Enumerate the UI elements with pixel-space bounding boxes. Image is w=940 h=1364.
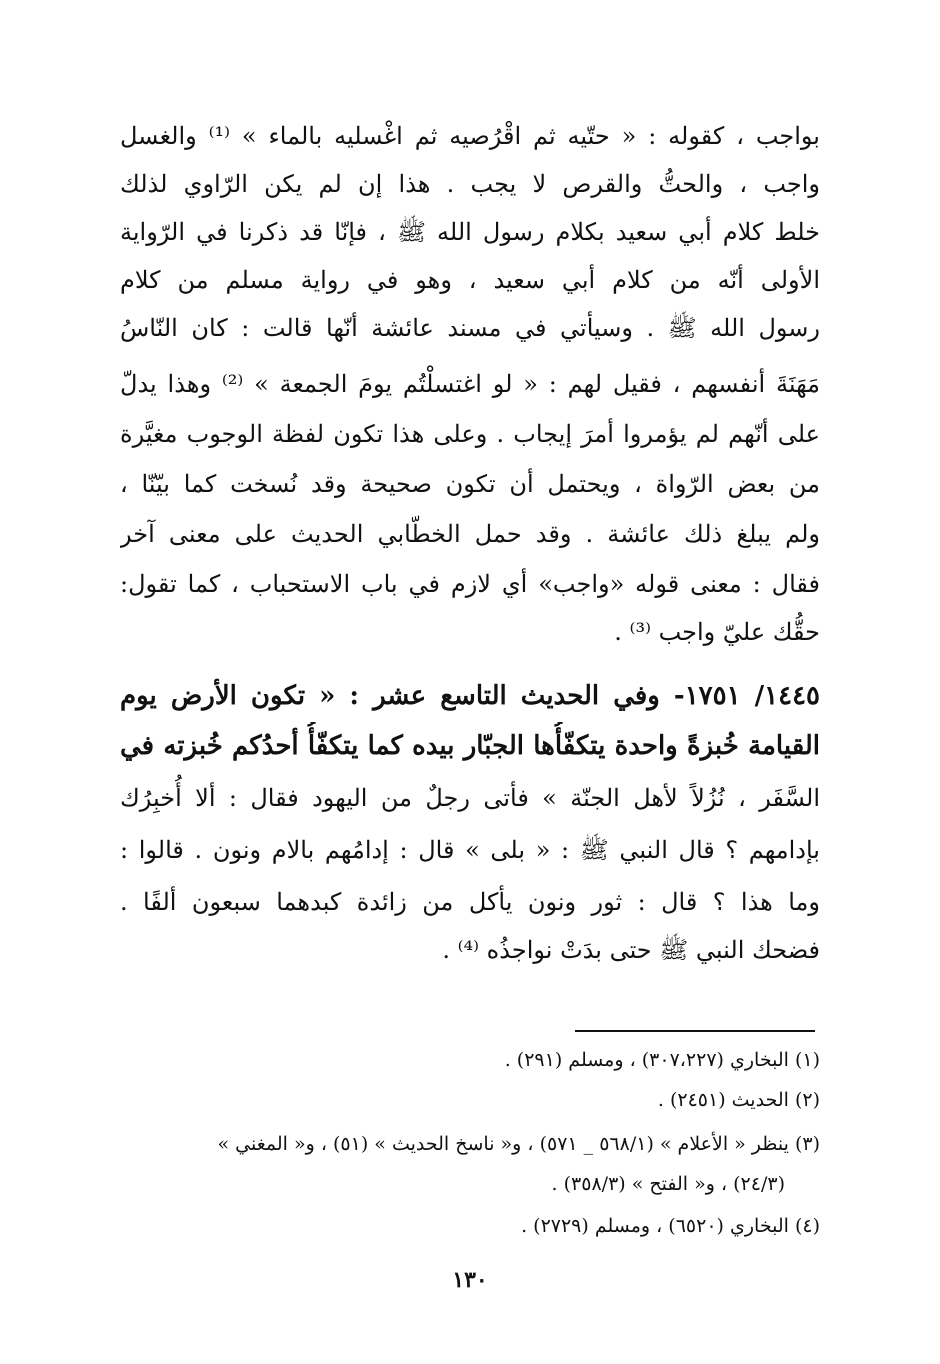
hadith-line: فضحك النبي ﷺ حتى بدَتْ نواجذُه ⁽⁴⁾ .	[442, 936, 820, 964]
hadith-line: وما هذا ؟ قال : ثور ونون يأكل من زائدة كبدهما سبعون ألفًا .	[120, 888, 820, 916]
hadith-line: القيامة خُبزةً واحدة يتكفّأُها الجبّار بيده كما يتكفّأُ أحدُكم خُبزته في	[120, 731, 820, 761]
body-line: خلط كلام أبي سعيد بكلام رسول الله ﷺ ، فإنّا قد ذكرنا في الرّواية	[120, 218, 820, 246]
footnote: (٢) الحديث (٢٤٥١) .	[657, 1089, 820, 1111]
footnote: (٣) ينظر « الأعلام » (٥٦٨/١ _ ٥٧١) ، و« ناسخ الحديث » (٥١) ، و« المغني »	[217, 1133, 820, 1155]
body-line: فقال : معنى قوله «واجب» أي لازم في باب الاستحباب ، كما تقول:	[120, 570, 820, 598]
body-line: رسول الله ﷺ . وسيأتي في مسند عائشة أنّها قالت : كان النّاسُ	[120, 314, 820, 342]
body-line: ولم يبلغ ذلك عائشة . وقد حمل الخطّابي الحديث على معنى آخر	[120, 520, 820, 548]
hadith-line: ١٤٤٥/ ١٧٥١- وفي الحديث التاسع عشر : « تكون الأرض يوم	[120, 681, 820, 711]
body-line: حقُّك عليّ واجب ⁽³⁾ .	[614, 618, 820, 646]
footnote: (٤) البخاري (٦٥٢٠) ، ومسلم (٢٧٢٩) .	[521, 1215, 820, 1237]
page-number: ١٣٠	[452, 1267, 488, 1293]
hadith-line: السَّفَر ، نُزُلاً لأهل الجنّة » فأتى رجلٌ من اليهود فقال : ألا أُخبِرُك	[120, 784, 820, 812]
body-line: الأولى أنّه من كلام أبي سعيد ، وهو في رواية مسلم من كلام	[120, 266, 820, 294]
footnote-divider	[575, 1030, 815, 1032]
footnote: (٢٤/٣) ، و« الفتح » (٣٥٨/٣) .	[551, 1173, 785, 1195]
hadith-line: بإدامهم ؟ قال النبي ﷺ : « بلى » قال : إدامُهم بالام ونون . قالوا :	[120, 836, 820, 864]
body-line: مَهَنَةَ أنفسهم ، فقيل لهم : « لو اغتسلْتُم يومَ الجمعة » ⁽²⁾ وهذا يدلّ	[120, 370, 820, 398]
body-line: بواجب ، كقوله : « حتّيه ثم اقْرُصيه ثم اغْسليه بالماء » ⁽¹⁾ والغسل	[120, 122, 820, 150]
body-line: على أنّهم لم يؤمروا أمرَ إيجاب . وعلى هذا تكون لفظة الوجوب مغيَّرة	[120, 420, 820, 448]
body-line: واجب ، والحتُّ والقرص لا يجب . هذا إن لم يكن الرّاوي لذلك	[120, 170, 820, 198]
footnote: (١) البخاري (٣٠٧،٢٢٧) ، ومسلم (٢٩١) .	[504, 1049, 820, 1071]
body-line: من بعض الرّواة ، ويحتمل أن تكون صحيحة وقد نُسخت كما بيّنّا ،	[120, 470, 820, 498]
